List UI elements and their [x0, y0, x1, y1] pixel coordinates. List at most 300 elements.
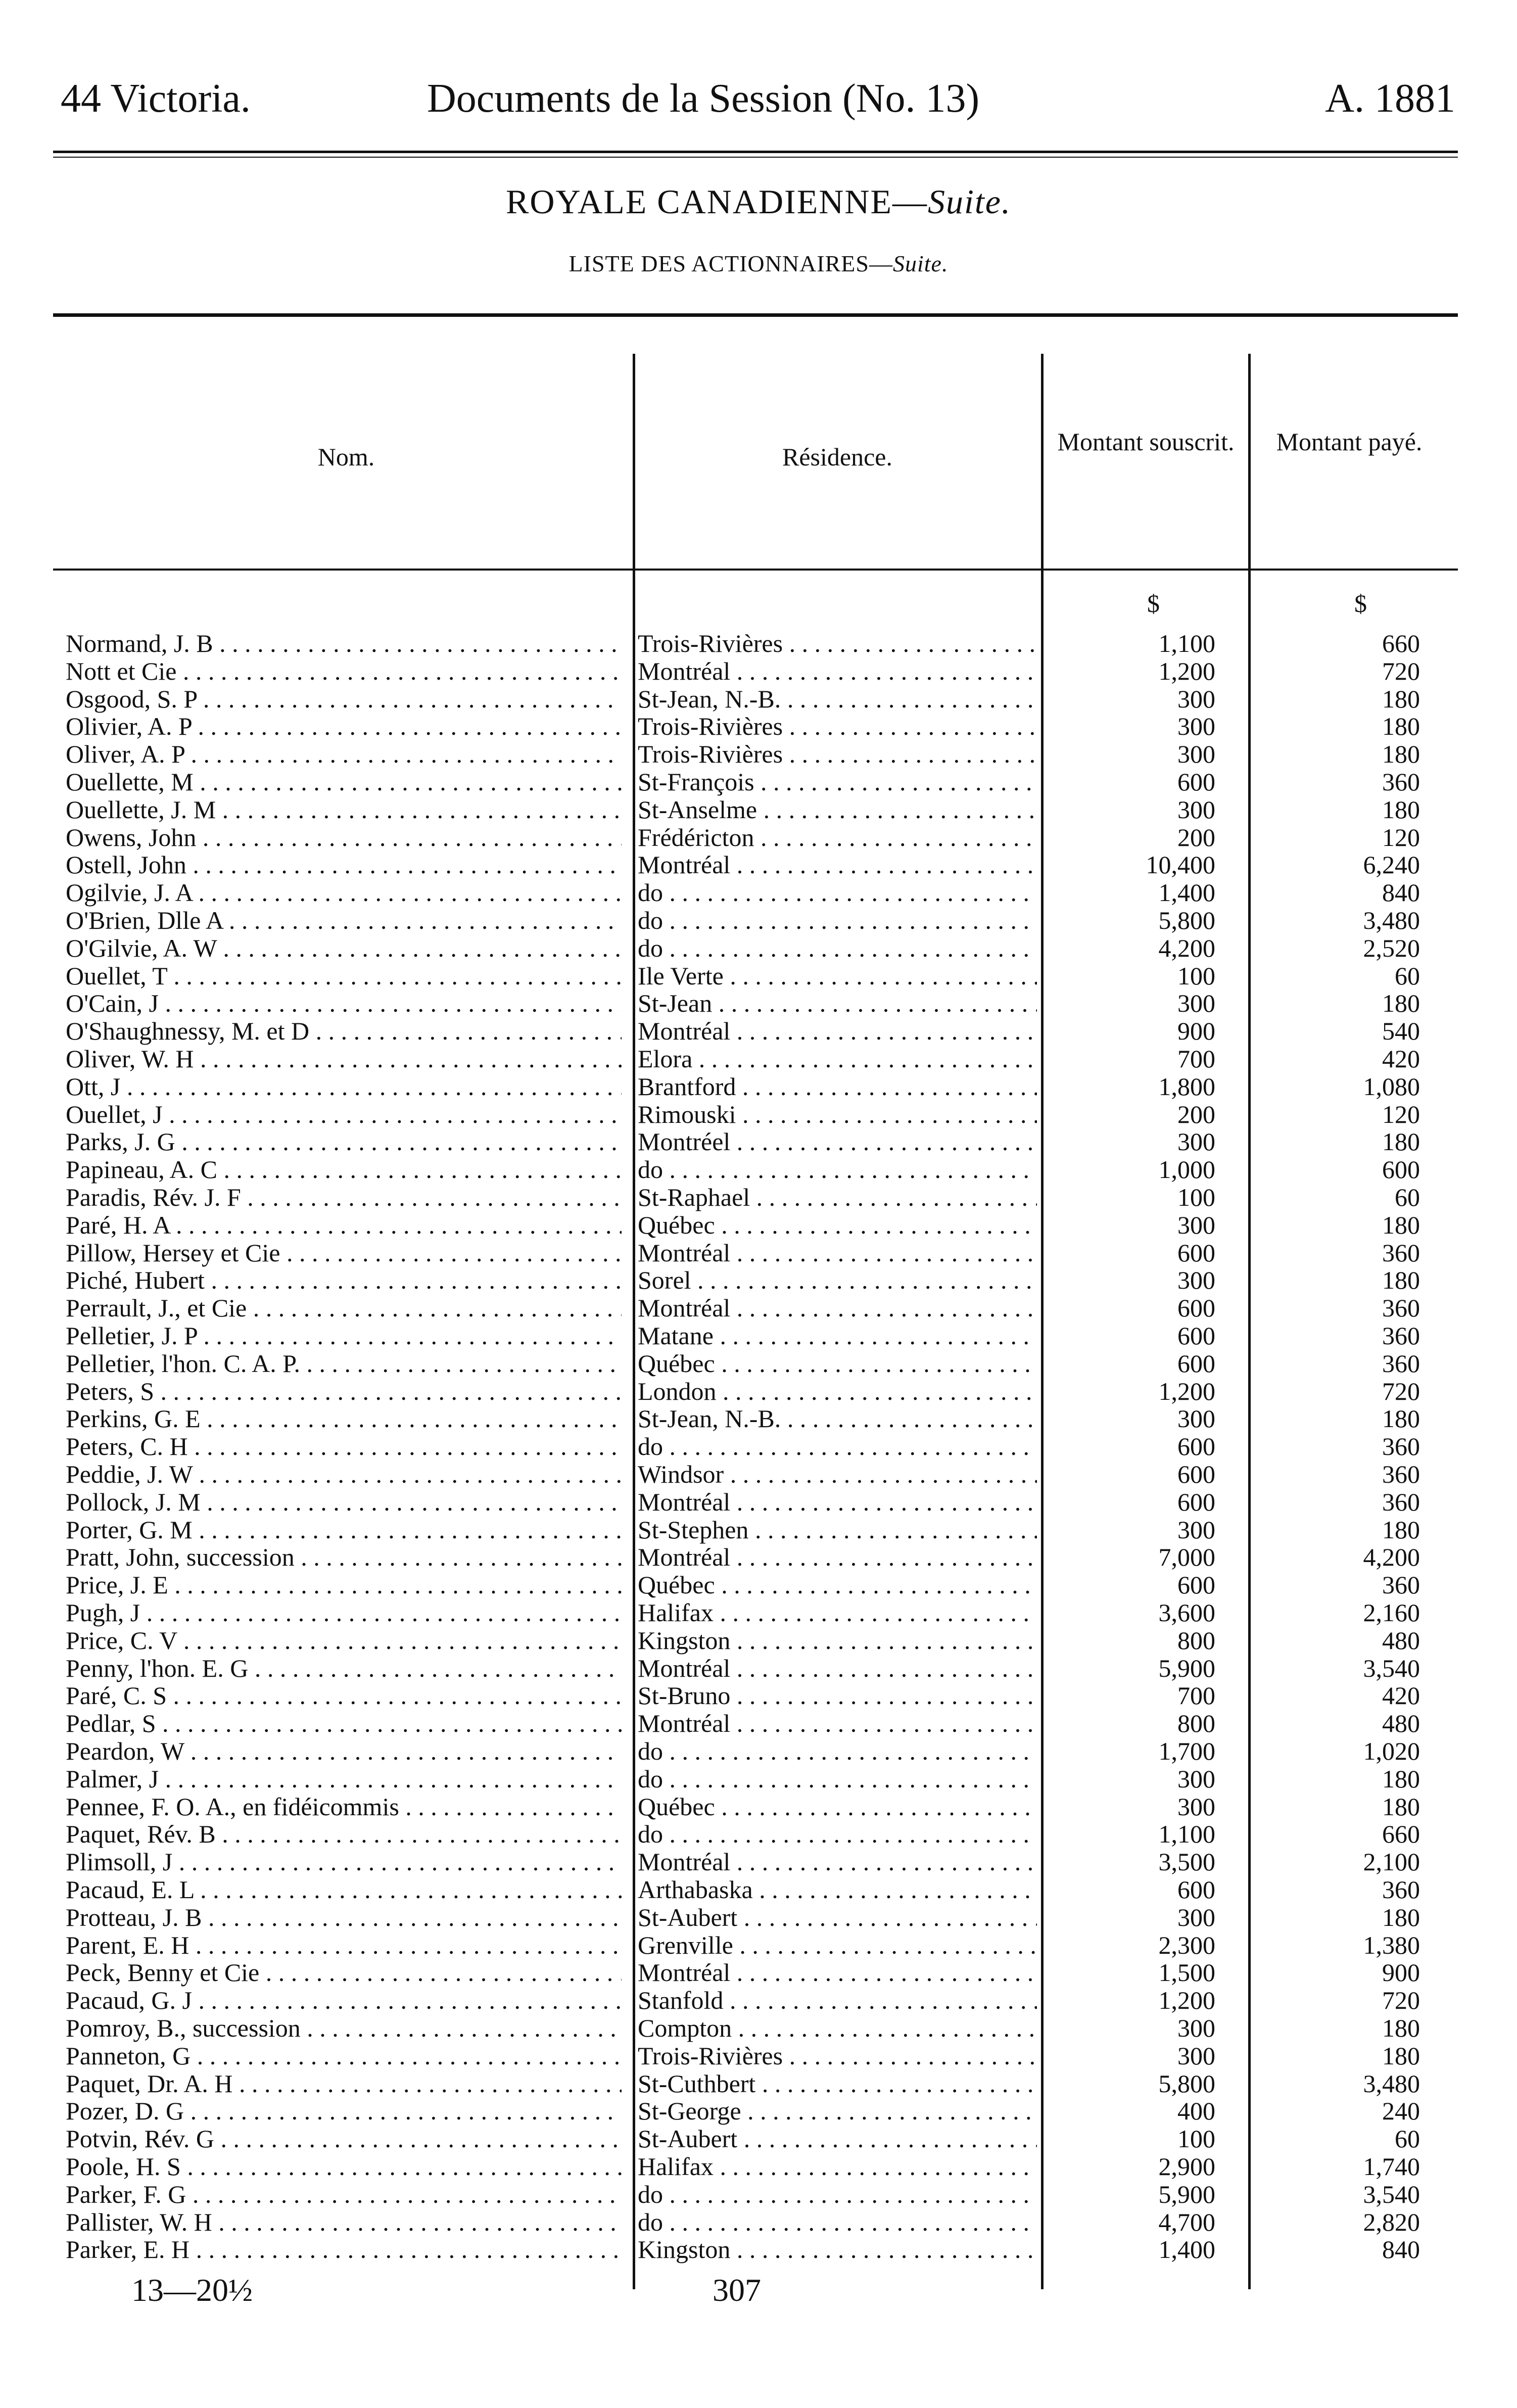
table-row: [0, 1349, 1517, 1378]
amount-paid: 180: [1382, 989, 1420, 1017]
amount-subscribed: 300: [1177, 1266, 1215, 1294]
amount-subscribed: 700: [1177, 1681, 1215, 1710]
amount-paid: 180: [1382, 1127, 1420, 1156]
column-header-subscribed: Montant souscrit.: [1057, 428, 1235, 456]
amount-subscribed: 2,900: [1158, 2152, 1215, 2181]
shareholder-name: Papineau, A. C . . .: [66, 1155, 622, 1184]
shareholder-residence: Halifax . . .: [638, 2152, 1037, 2181]
shareholder-residence: Montréal . . .: [638, 1848, 1037, 1876]
footer-signature: 13—20½: [131, 2272, 253, 2308]
table-row: [0, 989, 1517, 1017]
amount-subscribed: 300: [1177, 712, 1215, 740]
amount-paid: 3,540: [1363, 2180, 1420, 2208]
amount-subscribed: 10,400: [1146, 851, 1215, 879]
amount-paid: 360: [1382, 1239, 1420, 1267]
shareholder-residence: do . . .: [638, 1432, 1037, 1460]
shareholder-name: Owens, John . . .: [66, 823, 622, 852]
shareholder-name: Ogilvie, J. A . . .: [66, 878, 622, 907]
shareholder-residence: Kingston . . .: [638, 1626, 1037, 1655]
shareholder-residence: Montréal . . .: [638, 1239, 1037, 1267]
amount-subscribed: 4,700: [1158, 2208, 1215, 2236]
shareholder-residence: do . . .: [638, 1737, 1037, 1765]
amount-paid: 1,380: [1363, 1931, 1420, 1959]
amount-paid: 840: [1382, 878, 1420, 907]
shareholder-residence: Montréal . . .: [638, 1958, 1037, 1987]
shareholder-name: Penny, l'hon. E. G . . .: [66, 1654, 622, 1682]
shareholder-name: Porter, G. M . . .: [66, 1516, 622, 1544]
shareholder-residence: do . . .: [638, 1820, 1037, 1848]
amount-paid: 4,200: [1363, 1543, 1420, 1571]
amount-subscribed: 1,500: [1158, 1958, 1215, 1987]
amount-subscribed: 300: [1177, 1127, 1215, 1156]
amount-subscribed: 200: [1177, 1100, 1215, 1128]
amount-paid: 3,540: [1363, 1654, 1420, 1682]
table-row: [0, 657, 1517, 685]
running-header: [51, 71, 1455, 126]
shareholder-name: Paré, C. S . . .: [66, 1681, 622, 1710]
amount-subscribed: 300: [1177, 2042, 1215, 2070]
amount-paid: 180: [1382, 1765, 1420, 1793]
shareholder-name: Parker, F. G . . .: [66, 2180, 622, 2208]
amount-subscribed: 600: [1177, 1460, 1215, 1488]
shareholder-residence: Ile Verte . . .: [638, 962, 1037, 990]
amount-paid: 360: [1382, 1294, 1420, 1322]
table-row: [0, 1903, 1517, 1931]
section-subtitle-main: LISTE DES ACTIONNAIRES—: [568, 251, 893, 276]
amount-subscribed: 1,200: [1158, 1986, 1215, 2014]
table-row: [0, 878, 1517, 907]
table-row: [0, 1432, 1517, 1460]
table-row: [0, 1654, 1517, 1682]
amount-subscribed: 5,800: [1158, 2069, 1215, 2098]
amount-paid: 2,160: [1363, 1598, 1420, 1627]
amount-subscribed: 300: [1177, 740, 1215, 768]
shareholder-residence: Kingston . . .: [638, 2235, 1037, 2263]
shareholder-residence: Québec . . .: [638, 1792, 1037, 1821]
page-number: 307: [713, 2272, 761, 2308]
shareholder-name: Pedlar, S . . .: [66, 1709, 622, 1737]
shareholder-name: Pacaud, E. L . . .: [66, 1875, 622, 1904]
amount-paid: 180: [1382, 2042, 1420, 2070]
table-row: [0, 1626, 1517, 1655]
amount-subscribed: 300: [1177, 1516, 1215, 1544]
amount-subscribed: 400: [1177, 2097, 1215, 2125]
table-row: [0, 1571, 1517, 1599]
amount-subscribed: 600: [1177, 1294, 1215, 1322]
shareholder-residence: St-Raphael . . .: [638, 1183, 1037, 1211]
shareholder-name: Paradis, Rév. J. F . . .: [66, 1183, 622, 1211]
column-header-residence: Résidence.: [782, 443, 892, 471]
amount-subscribed: 1,700: [1158, 1737, 1215, 1765]
amount-paid: 1,740: [1363, 2152, 1420, 2181]
table-row: [0, 1875, 1517, 1904]
amount-paid: 180: [1382, 685, 1420, 713]
amount-subscribed: 300: [1177, 1404, 1215, 1433]
header-document-title: Documents de la Session (No. 13): [427, 76, 980, 121]
amount-subscribed: 300: [1177, 1765, 1215, 1793]
amount-paid: 720: [1382, 1986, 1420, 2014]
section-subtitle: [0, 250, 1517, 277]
table-row: [0, 685, 1517, 713]
shareholder-name: Poole, H. S . . .: [66, 2152, 622, 2181]
table-row: [0, 1155, 1517, 1184]
amount-paid: 480: [1382, 1626, 1420, 1655]
shareholder-name: Peck, Benny et Cie . . .: [66, 1958, 622, 1987]
amount-paid: 1,080: [1363, 1072, 1420, 1101]
table-row: [0, 2124, 1517, 2153]
amount-subscribed: 5,800: [1158, 906, 1215, 934]
amount-subscribed: 600: [1177, 1571, 1215, 1599]
shareholder-residence: St-George . . .: [638, 2097, 1037, 2125]
amount-paid: 360: [1382, 1349, 1420, 1378]
amount-paid: 60: [1395, 2124, 1420, 2153]
shareholder-name: Price, J. E . . .: [66, 1571, 622, 1599]
amount-paid: 480: [1382, 1709, 1420, 1737]
section-title-main: ROYALE CANADIENNE—: [506, 182, 928, 221]
amount-subscribed: 300: [1177, 989, 1215, 1017]
amount-subscribed: 1,100: [1158, 1820, 1215, 1848]
amount-paid: 180: [1382, 1516, 1420, 1544]
table-row: [0, 1294, 1517, 1322]
shareholder-residence: Québec . . .: [638, 1211, 1037, 1239]
shareholder-name: Parker, E. H . . .: [66, 2235, 622, 2263]
amount-subscribed: 600: [1177, 768, 1215, 796]
shareholder-name: Pozer, D. G . . .: [66, 2097, 622, 2125]
shareholder-name: Paquet, Dr. A. H . . .: [66, 2069, 622, 2098]
amount-paid: 660: [1382, 629, 1420, 657]
shareholder-residence: St-Bruno . . .: [638, 1681, 1037, 1710]
shareholder-residence: do . . .: [638, 934, 1037, 962]
shareholder-residence: Trois-Rivières . . .: [638, 2042, 1037, 2070]
shareholder-residence: Rimouski . . .: [638, 1100, 1037, 1128]
shareholder-name: Paré, H. A . . .: [66, 1211, 622, 1239]
shareholder-residence: Matane . . .: [638, 1321, 1037, 1350]
amount-paid: 420: [1382, 1681, 1420, 1710]
column-header-paid: Montant payé.: [1276, 428, 1423, 456]
table-top-rule: [53, 313, 1458, 317]
shareholder-residence: St-Jean, N.-B. . . .: [638, 1404, 1037, 1433]
table-row: [0, 1239, 1517, 1267]
shareholder-name: Peddie, J. W . . .: [66, 1460, 622, 1488]
amount-subscribed: 1,800: [1158, 1072, 1215, 1101]
table-row: [0, 1598, 1517, 1627]
amount-paid: 720: [1382, 657, 1420, 685]
amount-subscribed: 900: [1177, 1017, 1215, 1045]
table-row: [0, 962, 1517, 990]
amount-paid: 360: [1382, 1488, 1420, 1516]
shareholder-residence: Trois-Rivières . . .: [638, 712, 1037, 740]
shareholder-residence: Montréal . . .: [638, 657, 1037, 685]
amount-paid: 180: [1382, 740, 1420, 768]
header-session: 44 Victoria.: [61, 76, 251, 121]
shareholder-residence: St-Aubert . . .: [638, 1903, 1037, 1931]
table-row: [0, 823, 1517, 852]
amount-subscribed: 3,500: [1158, 1848, 1215, 1876]
table-row: [0, 795, 1517, 824]
table-row: [0, 1377, 1517, 1405]
shareholder-residence: St-Cuthbert . . .: [638, 2069, 1037, 2098]
amount-subscribed: 1,400: [1158, 2235, 1215, 2263]
shareholder-name: Osgood, S. P . . .: [66, 685, 622, 713]
column-header-rule: [53, 569, 1458, 571]
table-row: [0, 629, 1517, 657]
amount-paid: 2,100: [1363, 1848, 1420, 1876]
amount-subscribed: 100: [1177, 1183, 1215, 1211]
shareholder-name: Palmer, J . . .: [66, 1765, 622, 1793]
shareholder-residence: do . . .: [638, 2180, 1037, 2208]
shareholder-residence: St-Jean . . .: [638, 989, 1037, 1017]
shareholder-residence: Arthabaska . . .: [638, 1875, 1037, 1904]
table-row: [0, 2014, 1517, 2042]
amount-paid: 240: [1382, 2097, 1420, 2125]
shareholder-name: Ouellette, M . . .: [66, 768, 622, 796]
amount-paid: 360: [1382, 1321, 1420, 1350]
shareholder-name: Oliver, A. P . . .: [66, 740, 622, 768]
shareholder-name: Protteau, J. B . . .: [66, 1903, 622, 1931]
shareholder-residence: St-Jean, N.-B. . . .: [638, 685, 1037, 713]
amount-subscribed: 300: [1177, 1792, 1215, 1821]
shareholder-name: Pugh, J . . .: [66, 1598, 622, 1627]
shareholder-residence: Elora . . .: [638, 1045, 1037, 1073]
amount-paid: 360: [1382, 768, 1420, 796]
shareholder-residence: Stanfold . . .: [638, 1986, 1037, 2014]
amount-subscribed: 300: [1177, 2014, 1215, 2042]
shareholder-name: Pratt, John, succession . . .: [66, 1543, 622, 1571]
amount-paid: 2,820: [1363, 2208, 1420, 2236]
table-row: [0, 2235, 1517, 2263]
amount-paid: 360: [1382, 1432, 1420, 1460]
shareholder-name: Peters, S . . .: [66, 1377, 622, 1405]
amount-subscribed: 1,400: [1158, 878, 1215, 907]
shareholder-residence: do . . .: [638, 878, 1037, 907]
amount-paid: 180: [1382, 1266, 1420, 1294]
shareholder-name: Nott et Cie . . .: [66, 657, 622, 685]
amount-subscribed: 300: [1177, 685, 1215, 713]
amount-paid: 420: [1382, 1045, 1420, 1073]
shareholder-residence: do . . .: [638, 1155, 1037, 1184]
shareholder-name: Plimsoll, J . . .: [66, 1848, 622, 1876]
amount-subscribed: 3,600: [1158, 1598, 1215, 1627]
shareholder-name: O'Shaughnessy, M. et D . . .: [66, 1017, 622, 1045]
shareholder-name: Olivier, A. P . . .: [66, 712, 622, 740]
amount-paid: 120: [1382, 823, 1420, 852]
table-row: [0, 1460, 1517, 1488]
table-row: [0, 2208, 1517, 2236]
amount-paid: 180: [1382, 2014, 1420, 2042]
amount-subscribed: 600: [1177, 1488, 1215, 1516]
amount-paid: 360: [1382, 1571, 1420, 1599]
table-row: [0, 1017, 1517, 1045]
amount-subscribed: 300: [1177, 1211, 1215, 1239]
table-row: [0, 2042, 1517, 2070]
table-row: [0, 1848, 1517, 1876]
shareholder-residence: London . . .: [638, 1377, 1037, 1405]
amount-subscribed: 5,900: [1158, 2180, 1215, 2208]
table-row: [0, 1127, 1517, 1156]
shareholder-name: Paquet, Rév. B . . .: [66, 1820, 622, 1848]
amount-paid: 840: [1382, 2235, 1420, 2263]
shareholder-residence: Frédéricton . . .: [638, 823, 1037, 852]
shareholder-residence: Brantford . . .: [638, 1072, 1037, 1101]
table-row: [0, 2069, 1517, 2098]
shareholder-name: Parent, E. H . . .: [66, 1931, 622, 1959]
table-row: [0, 1045, 1517, 1073]
amount-paid: 60: [1395, 962, 1420, 990]
table-row: [0, 1404, 1517, 1433]
shareholder-name: Ott, J . . .: [66, 1072, 622, 1101]
table-row: [0, 1183, 1517, 1211]
table-row: [0, 1211, 1517, 1239]
amount-subscribed: 2,300: [1158, 1931, 1215, 1959]
shareholder-name: Peardon, W . . .: [66, 1737, 622, 1765]
table-row: [0, 934, 1517, 962]
shareholder-name: Peters, C. H . . .: [66, 1432, 622, 1460]
header-year: A. 1881: [1325, 76, 1455, 121]
amount-paid: 180: [1382, 1792, 1420, 1821]
shareholder-residence: Halifax . . .: [638, 1598, 1037, 1627]
shareholder-residence: Trois-Rivières . . .: [638, 740, 1037, 768]
currency-paid: $: [1354, 589, 1367, 618]
shareholder-residence: St-Stephen . . .: [638, 1516, 1037, 1544]
shareholder-name: Pelletier, l'hon. C. A. P. . . .: [66, 1349, 622, 1378]
shareholder-name: Perkins, G. E . . .: [66, 1404, 622, 1433]
header-rule-bottom: [53, 157, 1458, 158]
table-row: [0, 768, 1517, 796]
shareholder-name: Panneton, G . . .: [66, 2042, 622, 2070]
amount-paid: 1,020: [1363, 1737, 1420, 1765]
amount-subscribed: 700: [1177, 1045, 1215, 1073]
table-row: [0, 1820, 1517, 1848]
amount-subscribed: 4,200: [1158, 934, 1215, 962]
shareholder-residence: St-Anselme . . .: [638, 795, 1037, 824]
shareholder-name: Normand, J. B . . .: [66, 629, 622, 657]
table-row: [0, 1765, 1517, 1793]
shareholder-residence: Grenville . . .: [638, 1931, 1037, 1959]
amount-paid: 60: [1395, 1183, 1420, 1211]
amount-paid: 3,480: [1363, 906, 1420, 934]
section-subtitle-suffix: Suite.: [892, 251, 949, 276]
shareholder-name: O'Cain, J . . .: [66, 989, 622, 1017]
table-row: [0, 1709, 1517, 1737]
amount-paid: 540: [1382, 1017, 1420, 1045]
table-row: [0, 1931, 1517, 1959]
table-row: [0, 740, 1517, 768]
table-row: [0, 1488, 1517, 1516]
shareholder-name: Piché, Hubert . . .: [66, 1266, 622, 1294]
shareholder-name: Oliver, W. H . . .: [66, 1045, 622, 1073]
amount-paid: 3,480: [1363, 2069, 1420, 2098]
column-header-name: Nom.: [317, 443, 375, 471]
shareholder-residence: Montréal . . .: [638, 1543, 1037, 1571]
shareholder-residence: Québec . . .: [638, 1349, 1037, 1378]
amount-subscribed: 800: [1177, 1626, 1215, 1655]
shareholder-name: Potvin, Rév. G . . .: [66, 2124, 622, 2153]
shareholder-name: O'Gilvie, A. W . . .: [66, 934, 622, 962]
shareholder-name: Pomroy, B., succession . . .: [66, 2014, 622, 2042]
amount-subscribed: 1,200: [1158, 1377, 1215, 1405]
table-row: [0, 1266, 1517, 1294]
shareholder-name: Pollock, J. M . . .: [66, 1488, 622, 1516]
table-row: [0, 1072, 1517, 1101]
table-row: [0, 1958, 1517, 1987]
amount-paid: 180: [1382, 1211, 1420, 1239]
shareholder-name: Pallister, W. H . . .: [66, 2208, 622, 2236]
shareholder-residence: St-Aubert . . .: [638, 2124, 1037, 2153]
amount-subscribed: 100: [1177, 2124, 1215, 2153]
amount-subscribed: 1,100: [1158, 629, 1215, 657]
shareholder-name: Ouellette, J. M . . .: [66, 795, 622, 824]
shareholder-name: O'Brien, Dlle A . . .: [66, 906, 622, 934]
shareholder-name: Pillow, Hersey et Cie . . .: [66, 1239, 622, 1267]
table-row: [0, 1321, 1517, 1350]
amount-subscribed: 1,200: [1158, 657, 1215, 685]
shareholder-name: Pacaud, G. J . . .: [66, 1986, 622, 2014]
amount-subscribed: 600: [1177, 1432, 1215, 1460]
amount-paid: 180: [1382, 795, 1420, 824]
amount-paid: 720: [1382, 1377, 1420, 1405]
amount-paid: 120: [1382, 1100, 1420, 1128]
shareholder-residence: Trois-Rivières . . .: [638, 629, 1037, 657]
amount-paid: 180: [1382, 1404, 1420, 1433]
amount-subscribed: 100: [1177, 962, 1215, 990]
shareholder-residence: Montréal . . .: [638, 1294, 1037, 1322]
shareholder-residence: do . . .: [638, 906, 1037, 934]
shareholder-name: Pelletier, J. P . . .: [66, 1321, 622, 1350]
amount-paid: 360: [1382, 1460, 1420, 1488]
amount-paid: 180: [1382, 712, 1420, 740]
shareholder-name: Ouellet, T . . .: [66, 962, 622, 990]
shareholder-name: Ouellet, J . . .: [66, 1100, 622, 1128]
shareholder-residence: do . . .: [638, 2208, 1037, 2236]
amount-paid: 360: [1382, 1875, 1420, 1904]
table-row: [0, 1100, 1517, 1128]
shareholder-residence: Montréel . . .: [638, 1127, 1037, 1156]
amount-paid: 600: [1382, 1155, 1420, 1184]
shareholder-residence: Montréal . . .: [638, 851, 1037, 879]
table-row: [0, 1543, 1517, 1571]
amount-subscribed: 200: [1177, 823, 1215, 852]
amount-subscribed: 1,000: [1158, 1155, 1215, 1184]
amount-subscribed: 5,900: [1158, 1654, 1215, 1682]
table-row: [0, 906, 1517, 934]
table-row: [0, 1516, 1517, 1544]
amount-subscribed: 600: [1177, 1875, 1215, 1904]
shareholder-residence: Montréal . . .: [638, 1488, 1037, 1516]
currency-subscribed: $: [1147, 589, 1160, 618]
shareholder-residence: Windsor . . .: [638, 1460, 1037, 1488]
header-rule-top: [53, 151, 1458, 153]
shareholder-residence: Sorel . . .: [638, 1266, 1037, 1294]
shareholder-name: Perrault, J., et Cie . . .: [66, 1294, 622, 1322]
shareholder-residence: St-François . . .: [638, 768, 1037, 796]
table-row: [0, 1792, 1517, 1821]
table-row: [0, 712, 1517, 740]
table-row: [0, 851, 1517, 879]
shareholder-name: Ostell, John . . .: [66, 851, 622, 879]
amount-subscribed: 600: [1177, 1349, 1215, 1378]
section-title-suffix: Suite.: [927, 182, 1011, 221]
amount-subscribed: 800: [1177, 1709, 1215, 1737]
shareholder-residence: do . . .: [638, 1765, 1037, 1793]
amount-paid: 180: [1382, 1903, 1420, 1931]
amount-subscribed: 300: [1177, 1903, 1215, 1931]
amount-paid: 6,240: [1363, 851, 1420, 879]
shareholder-residence: Montréal . . .: [638, 1654, 1037, 1682]
table-row: [0, 1681, 1517, 1710]
amount-paid: 2,520: [1363, 934, 1420, 962]
table-row: [0, 1986, 1517, 2014]
shareholder-residence: Montréal . . .: [638, 1709, 1037, 1737]
